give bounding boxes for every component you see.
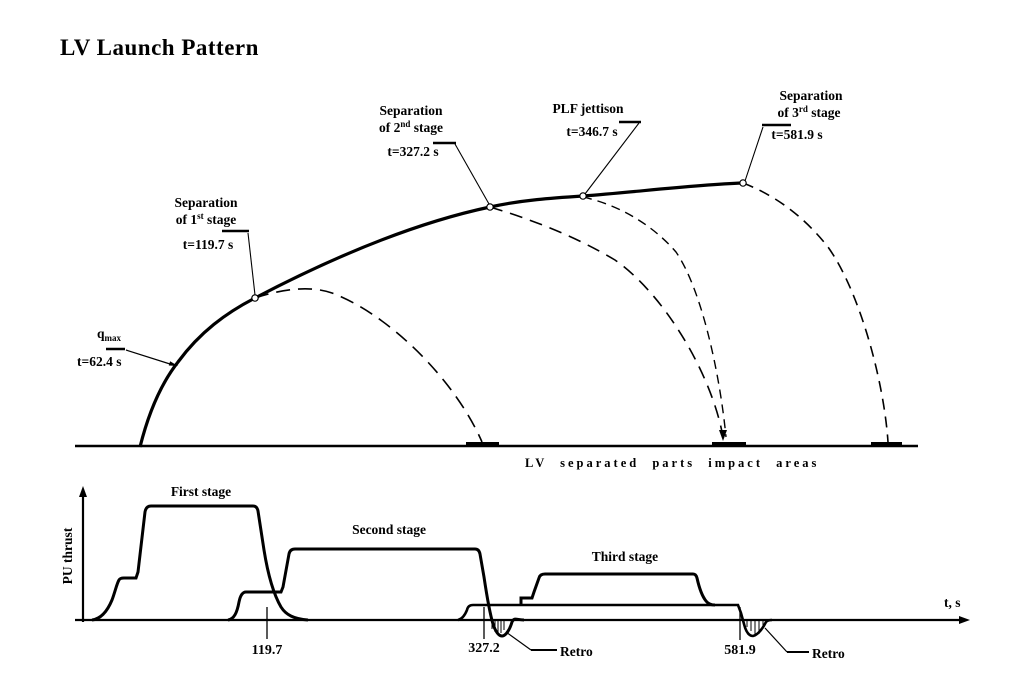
retro1-label: Retro [560, 644, 593, 659]
stage2-impact-trajectory [490, 207, 723, 437]
sep3-time: t=581.9 s [771, 127, 823, 142]
plf-impact-trajectory [583, 197, 726, 437]
impact-area-2 [712, 442, 746, 447]
annotation-sep1 [174, 195, 255, 295]
plf-label: PLF jettison [552, 101, 624, 116]
sep1-leader-line [248, 233, 255, 295]
x-axis-arrowhead-icon [959, 616, 970, 624]
y-axis-arrowhead-icon [79, 486, 87, 497]
sep1-time: t=119.7 s [182, 237, 234, 252]
x-axis-label: t, s [944, 595, 961, 610]
sep3-label-line1: Separation [779, 88, 843, 103]
qmax-time: t=62.4 s [77, 354, 122, 369]
annotation-retro2 [765, 628, 845, 661]
tick-label-119-7: 119.7 [251, 643, 283, 658]
second-stage-label: Second stage [352, 522, 426, 537]
sep1-label-line1: Separation [174, 195, 238, 210]
first-stage-thrust-curve [92, 506, 308, 620]
sep2-point-marker [487, 204, 493, 210]
impact-areas-caption: LV separated parts impact areas [525, 456, 820, 470]
sep2-label-line1: Separation [379, 103, 443, 118]
impact-area-3 [871, 442, 902, 447]
retro2-leader-line [765, 628, 787, 652]
qmax-leader-line [126, 350, 170, 364]
tick-label-327-2: 327.2 [468, 641, 500, 656]
stage1-impact-trajectory [255, 289, 482, 442]
y-axis-label: PU thrust [60, 527, 75, 585]
annotation-retro1 [506, 632, 593, 659]
thrust-plot [60, 484, 970, 661]
sep2-label-line2: of 2nd stage [378, 119, 444, 135]
annotation-sep2 [379, 103, 489, 204]
retro2-label: Retro [812, 646, 845, 661]
stage3-impact-trajectory [743, 183, 888, 442]
first-stage-label: First stage [170, 484, 232, 499]
annotation-sep3 [745, 88, 843, 181]
sep3-label-line2: of 3rd stage [777, 104, 841, 120]
page-title: LV Launch Pattern [60, 35, 259, 60]
qmax-label: $q_{max}$ [97, 326, 122, 343]
third-stage-main-curve [521, 574, 715, 605]
sep1-point-marker [252, 295, 258, 301]
annotation-plf [552, 101, 641, 194]
second-stage-thrust-curve [228, 549, 524, 636]
sep1-label-line2: of 1st stage [175, 211, 237, 227]
sep2-leader-line [455, 144, 489, 204]
sep3-leader-line [745, 127, 763, 181]
sep2-time: t=327.2 s [387, 144, 439, 159]
retro1-leader-line [506, 632, 531, 650]
impact-area-1 [466, 442, 499, 447]
plf-time: t=346.7 s [566, 124, 618, 139]
trajectory-plot [75, 88, 918, 470]
annotation-qmax [77, 326, 178, 369]
third-stage-label: Third stage [591, 549, 659, 564]
tick-label-581-9: 581.9 [724, 643, 756, 658]
